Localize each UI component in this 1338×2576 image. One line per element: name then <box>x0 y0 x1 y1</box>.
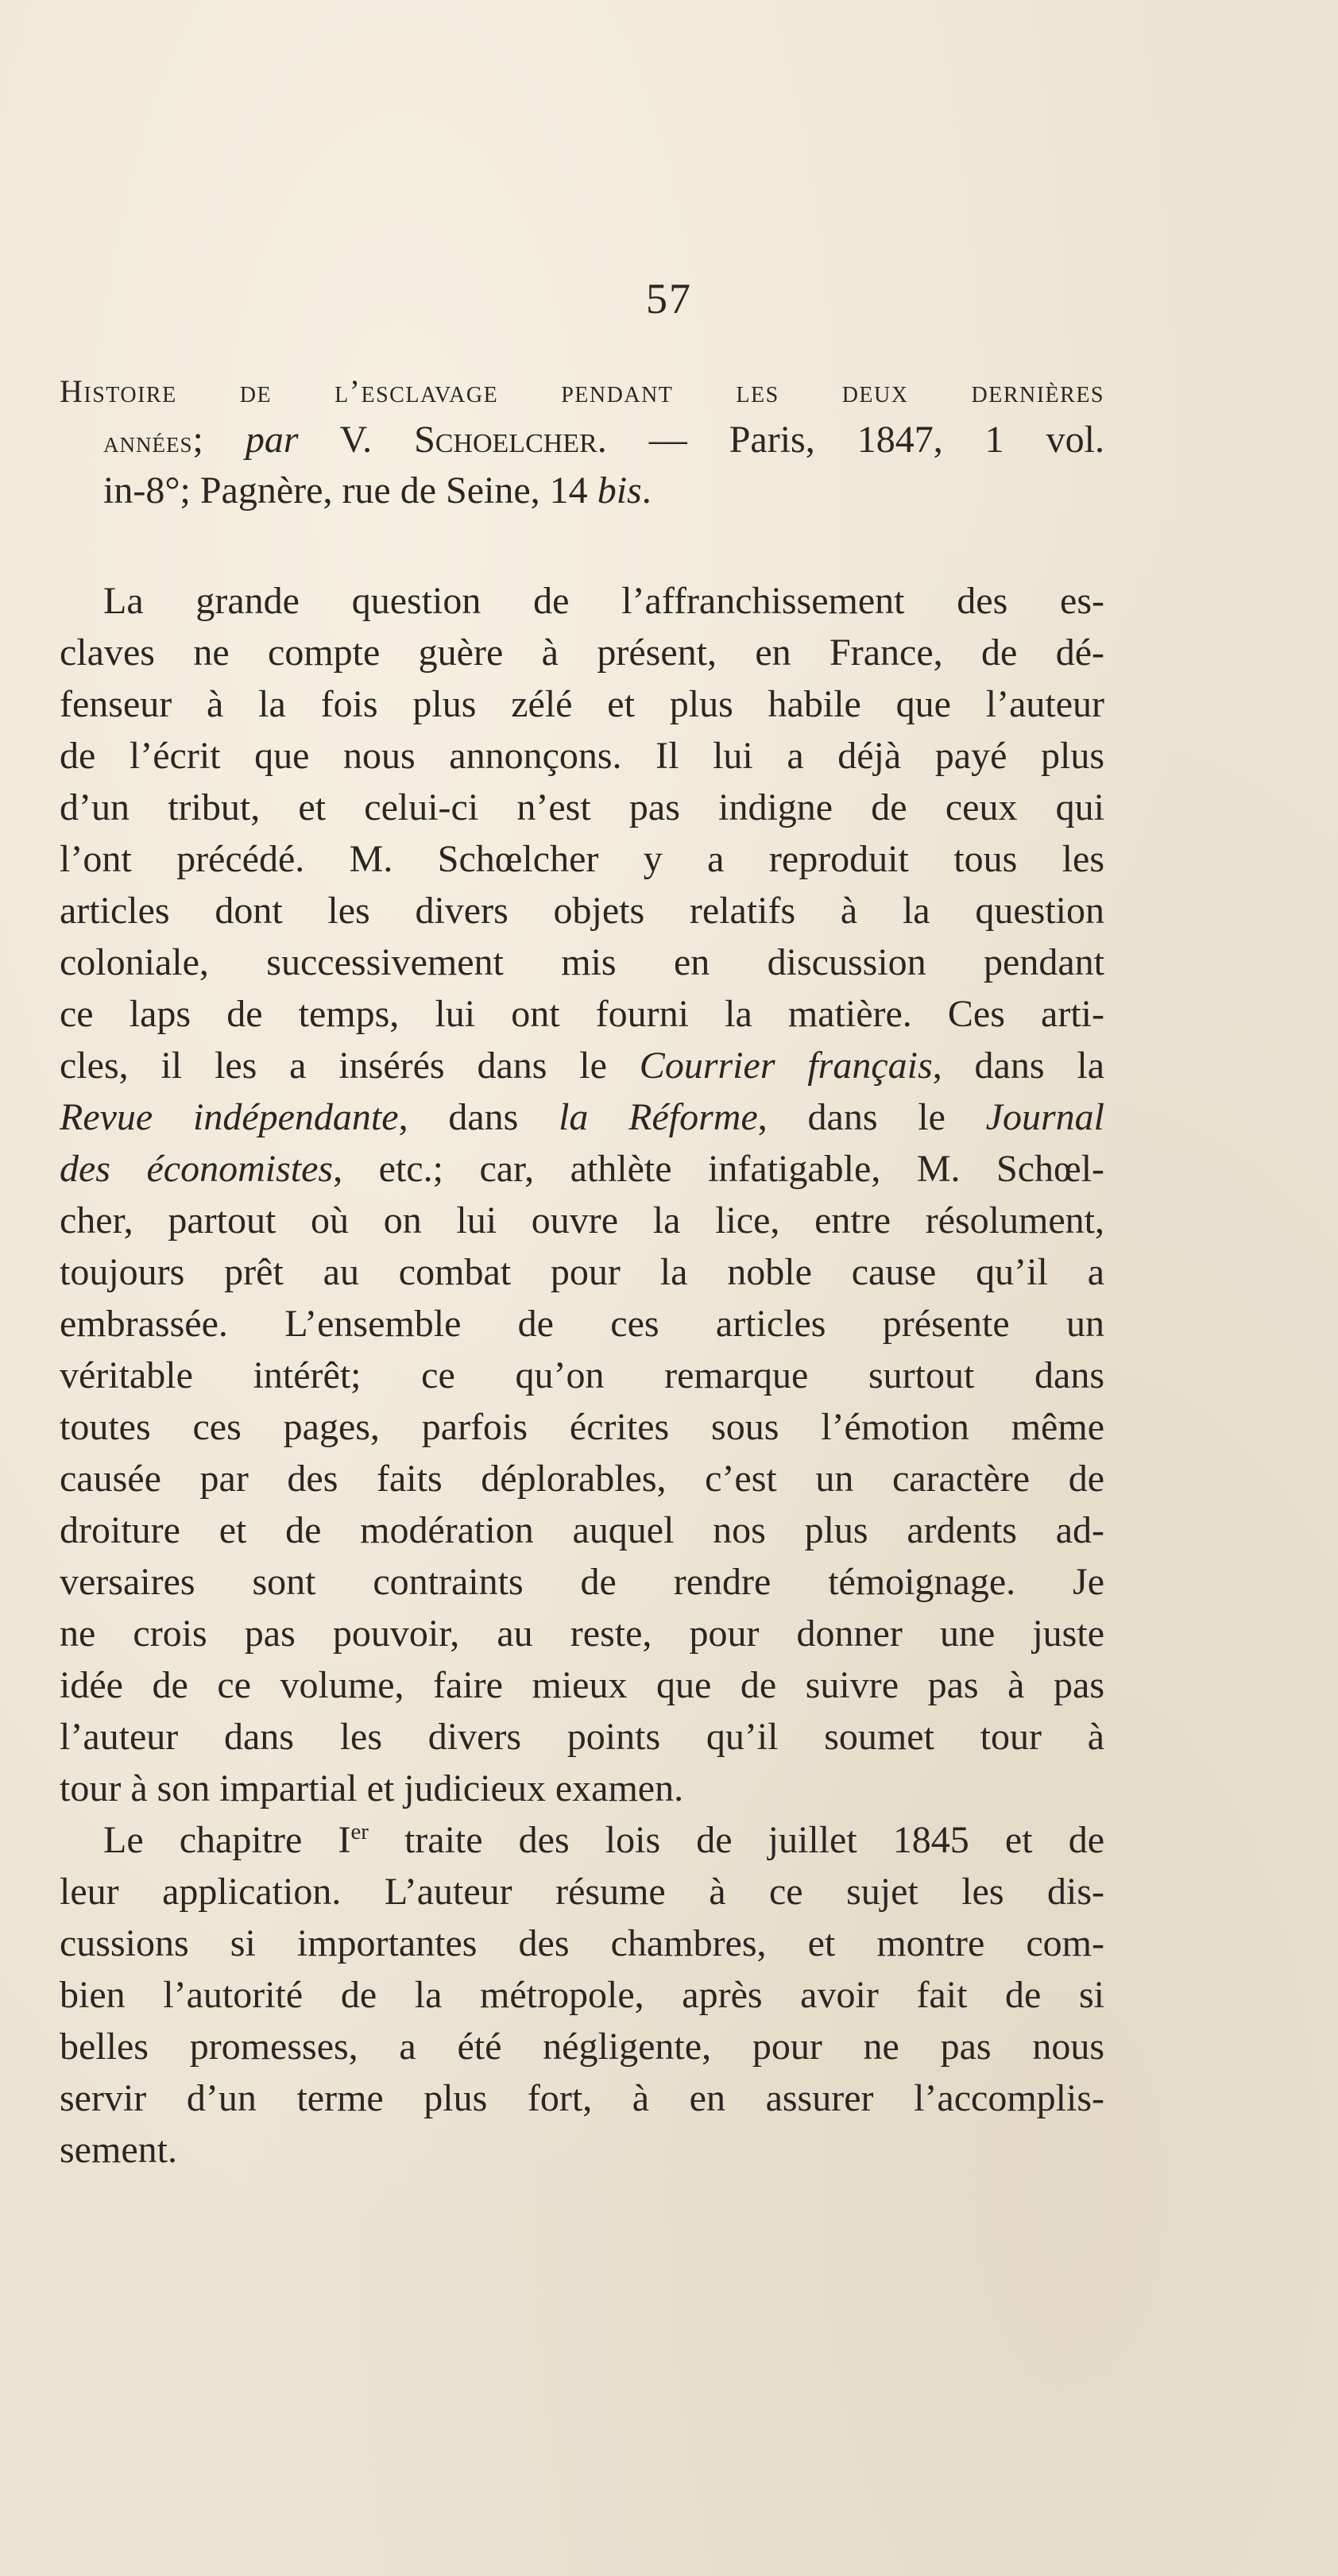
heading-par: par <box>245 419 299 461</box>
journal-title: la Réforme <box>559 1096 758 1138</box>
journal-title: Courrier français <box>639 1045 933 1087</box>
body-text: , dans <box>398 1096 559 1138</box>
body-text: , dans la <box>932 1045 1105 1087</box>
body-line: servir d’un terme plus fort, à en assurer l’accomplis- <box>60 2077 1104 2119</box>
body-line: sement. <box>60 2129 177 2171</box>
body-line: véritable intérêt; ce qu’on remarque surtout dans <box>60 1354 1104 1396</box>
heading-annees: années <box>103 426 193 459</box>
body-line <box>60 1042 1104 1090</box>
heading-line-2 <box>103 416 1104 464</box>
body-line: coloniale, successivement mis en discussion pendant <box>60 941 1104 983</box>
body-text: traite des lois de juillet 1845 et de <box>368 1819 1104 1861</box>
heading-end: . <box>641 469 652 512</box>
body-line: idée de ce volume, faire mieux que de suivre pas à pas <box>60 1664 1104 1706</box>
body-line: cussions si importantes des chambres, et montre com- <box>60 1922 1104 1964</box>
heading-sep: ; <box>192 419 246 461</box>
body-text: , dans le <box>757 1096 986 1138</box>
body-line: ne crois pas pouvoir, au reste, pour donner une juste <box>60 1612 1104 1655</box>
body-line: d’un tribut, et celui-ci n’est pas indigne de ceux qui <box>60 786 1104 828</box>
body-line: bien l’autorité de la métropole, après avoir fait de si <box>60 1974 1104 2016</box>
journal-title: Revue indépendante <box>60 1096 399 1138</box>
body-line <box>60 1094 1104 1141</box>
heading-publication: . — Paris, 1847, 1 vol. <box>597 419 1104 461</box>
heading-author: Schoelcher <box>414 419 597 461</box>
body-line: l’ont précédé. M. Schœlcher y a reproduit tous les <box>60 838 1104 880</box>
body-line <box>60 1145 1104 1193</box>
ordinal-superscript: er <box>350 1819 369 1844</box>
heading-line-1: Histoire de l’esclavage pendant les deux dernières <box>60 373 1104 409</box>
body-line: ce laps de temps, lui ont fourni la matière. Ces arti- <box>60 993 1104 1035</box>
body-text: Le chapitre I <box>103 1819 351 1861</box>
body-line: cher, partout où on lui ouvre la lice, entre résolument, <box>60 1199 1104 1242</box>
heading-publisher: in-8°; Pagnère, rue de Seine, 14 <box>103 469 597 512</box>
heading-initial: V. <box>298 419 415 461</box>
body-line <box>103 1817 1104 1864</box>
body-line: droiture et de modération auquel nos plus ardents ad- <box>60 1509 1104 1551</box>
body-line: versaires sont contraints de rendre témoignage. Je <box>60 1561 1104 1603</box>
body-line: claves ne compte guère à présent, en France, de dé- <box>60 631 1104 674</box>
body-line: belles promesses, a été négligente, pour ne pas nous <box>60 2026 1104 2068</box>
journal-title: Journal <box>985 1096 1104 1138</box>
body-line: l’auteur dans les divers points qu’il soumet tour à <box>60 1716 1104 1758</box>
body-line: toutes ces pages, parfois écrites sous l’émotion même <box>60 1406 1104 1448</box>
body-line: fenseur à la fois plus zélé et plus habile que l’auteur <box>60 683 1104 725</box>
body-line: toujours prêt au combat pour la noble cause qu’il a <box>60 1251 1104 1293</box>
body-line: articles dont les divers objets relatifs à la question <box>60 890 1104 932</box>
body-line: La grande question de l’affranchissement des es- <box>103 580 1104 622</box>
body-line: tour à son impartial et judicieux examen. <box>60 1767 684 1809</box>
heading-line-3 <box>103 467 1104 515</box>
heading-bis: bis <box>597 469 642 512</box>
body-line: causée par des faits déplorables, c’est un caractère de <box>60 1458 1104 1500</box>
body-text: , etc.; car, athlète infatigable, M. Schœl- <box>333 1148 1105 1190</box>
body-text: cles, il les a insérés dans le <box>60 1045 640 1087</box>
page-number: 57 <box>646 275 692 322</box>
body-line: embrassée. L’ensemble de ces articles présente un <box>60 1303 1104 1345</box>
body-line: leur application. L’auteur résume à ce sujet les dis- <box>60 1871 1104 1913</box>
journal-title: des économistes <box>60 1148 334 1190</box>
body-line: de l’écrit que nous annonçons. Il lui a déjà payé plus <box>60 735 1104 777</box>
